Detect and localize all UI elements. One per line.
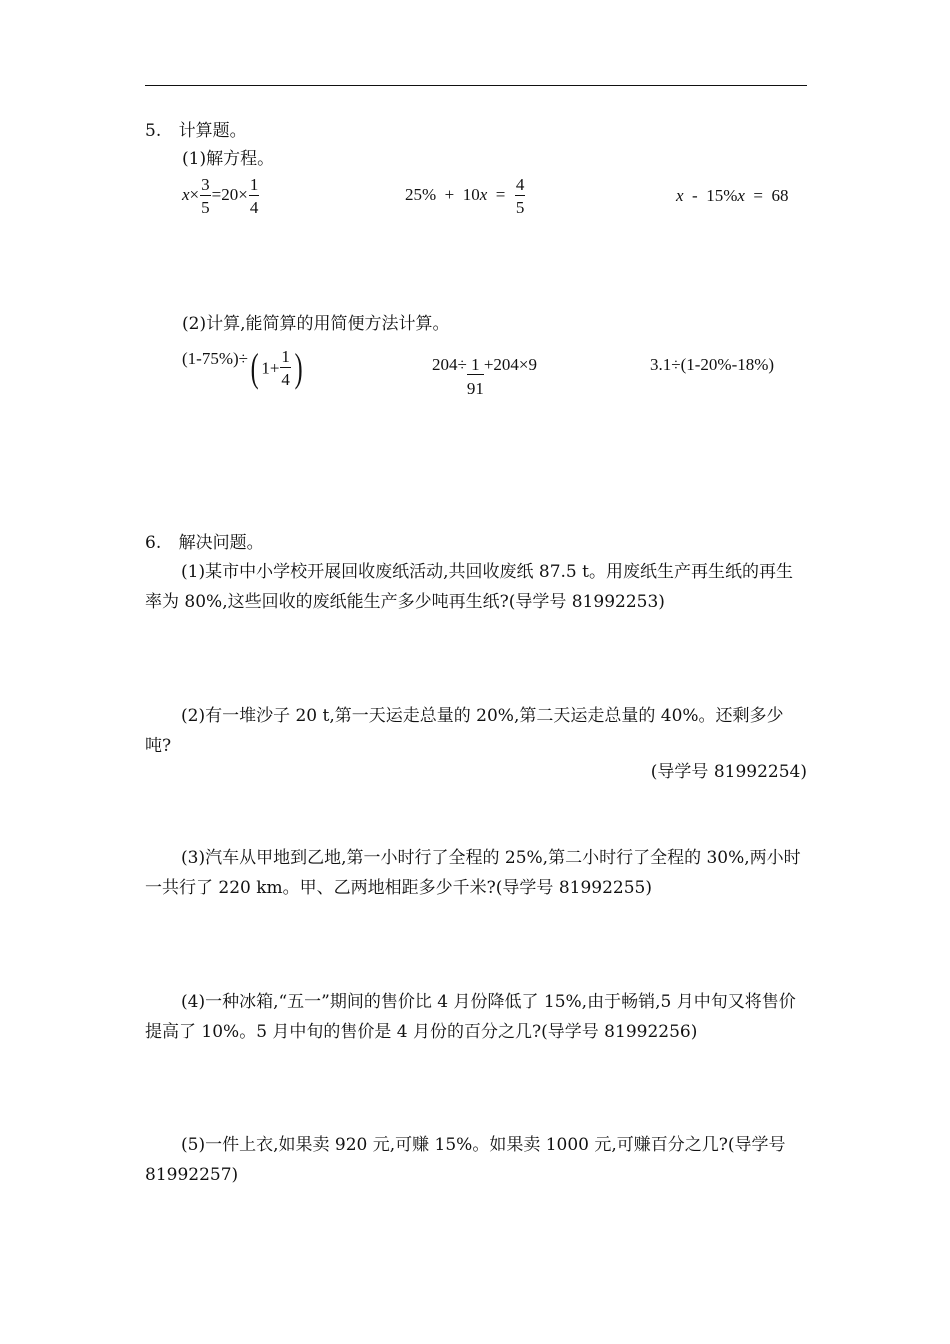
eq2-numerator: 4 — [515, 175, 525, 194]
eq2-variable: x — [479, 184, 488, 204]
equation-3 — [676, 187, 789, 204]
eq2-denominator: 5 — [515, 198, 525, 217]
problem-4: (4)一种冰箱,“五一”期间的售价比 4 月份降低了 15%,由于畅销,5 月中旬又将售价提高了 10%。5 月中旬的售价是 4 月份的百分之几?(导学号 81992256) — [145, 992, 796, 1042]
q6-number: 6. — [145, 533, 162, 553]
expr2-left: 204÷ — [432, 355, 467, 374]
problem-2: (2)有一堆沙子 20 t,第一天运走总量的 20%,第二天运走总量的 40%。还剩多少吨? — [145, 706, 784, 756]
eq1-f1-denominator: 5 — [201, 198, 210, 217]
expr1-fraction — [280, 348, 291, 388]
eq1-fraction-1 — [200, 176, 211, 216]
expr2-denominator: 91 — [466, 379, 484, 398]
equation-2 — [405, 176, 526, 216]
expression-2 — [432, 356, 537, 397]
expr1-inner: 1+ — [261, 358, 280, 378]
q5-heading — [145, 123, 247, 140]
eq3-right: = 68 — [744, 186, 789, 205]
q6-heading — [145, 535, 264, 552]
eq2-equals: = — [487, 184, 514, 204]
expr1-close-paren: ) — [294, 345, 303, 390]
problem-1: (1)某市中小学校开展回收废纸活动,共回收废纸 87.5 t。用废纸生产再生纸的再生率为 80%,这些回收的废纸能生产多少吨再生纸?(导学号 81992253) — [145, 562, 793, 612]
eq1-variable: x — [182, 184, 190, 204]
q6-title: 解决问题。 — [178, 533, 264, 553]
eq3-variable-1: x — [676, 186, 684, 205]
expression-3: 3.1÷(1-20%-18%) — [650, 355, 775, 374]
eq3-middle: - 15% — [683, 186, 738, 205]
eq1-times: × — [189, 184, 200, 204]
eq2-left: 25% + 10 — [405, 184, 480, 204]
q5-number: 5. — [145, 121, 162, 141]
problem-3: (3)汽车从甲地到乙地,第一小时行了全程的 25%,第二小时行了全程的 30%,两小时一共行了 220 km。甲、乙两地相距多少千米?(导学号 81992255) — [145, 848, 801, 898]
expr1-numerator: 1 — [281, 347, 290, 366]
problem-5: (5)一件上衣,如果卖 920 元,可赚 15%。如果卖 1000 元,可赚百分之几?(导学号 81992257) — [145, 1135, 786, 1185]
q5-part2-label: (2)计算,能简算的用简便方法计算。 — [182, 314, 450, 334]
expr1-left: (1-75%)÷ — [182, 348, 248, 368]
eq1-fraction-2 — [249, 176, 260, 216]
eq1-f2-numerator: 1 — [249, 175, 259, 194]
eq3-variable-2: x — [737, 186, 745, 205]
expr1-denominator: 4 — [281, 370, 290, 389]
problem-2-ref: (导学号 81992254) — [650, 762, 807, 782]
expr2-right: +204×9 — [483, 355, 538, 374]
eq1-middle: =20× — [211, 184, 248, 204]
expr2-fraction — [467, 356, 484, 397]
expr1-open-paren: ( — [250, 345, 259, 390]
expression-1 — [182, 345, 305, 390]
expr2-numerator: 1 — [467, 356, 484, 375]
eq1-f1-numerator: 3 — [201, 175, 210, 194]
equation-1 — [182, 176, 260, 216]
header-rule — [145, 85, 807, 86]
eq1-f2-denominator: 4 — [249, 198, 259, 217]
eq2-fraction — [515, 176, 526, 216]
q5-title: 计算题。 — [178, 121, 247, 141]
q5-part1-label: (1)解方程。 — [182, 149, 275, 169]
